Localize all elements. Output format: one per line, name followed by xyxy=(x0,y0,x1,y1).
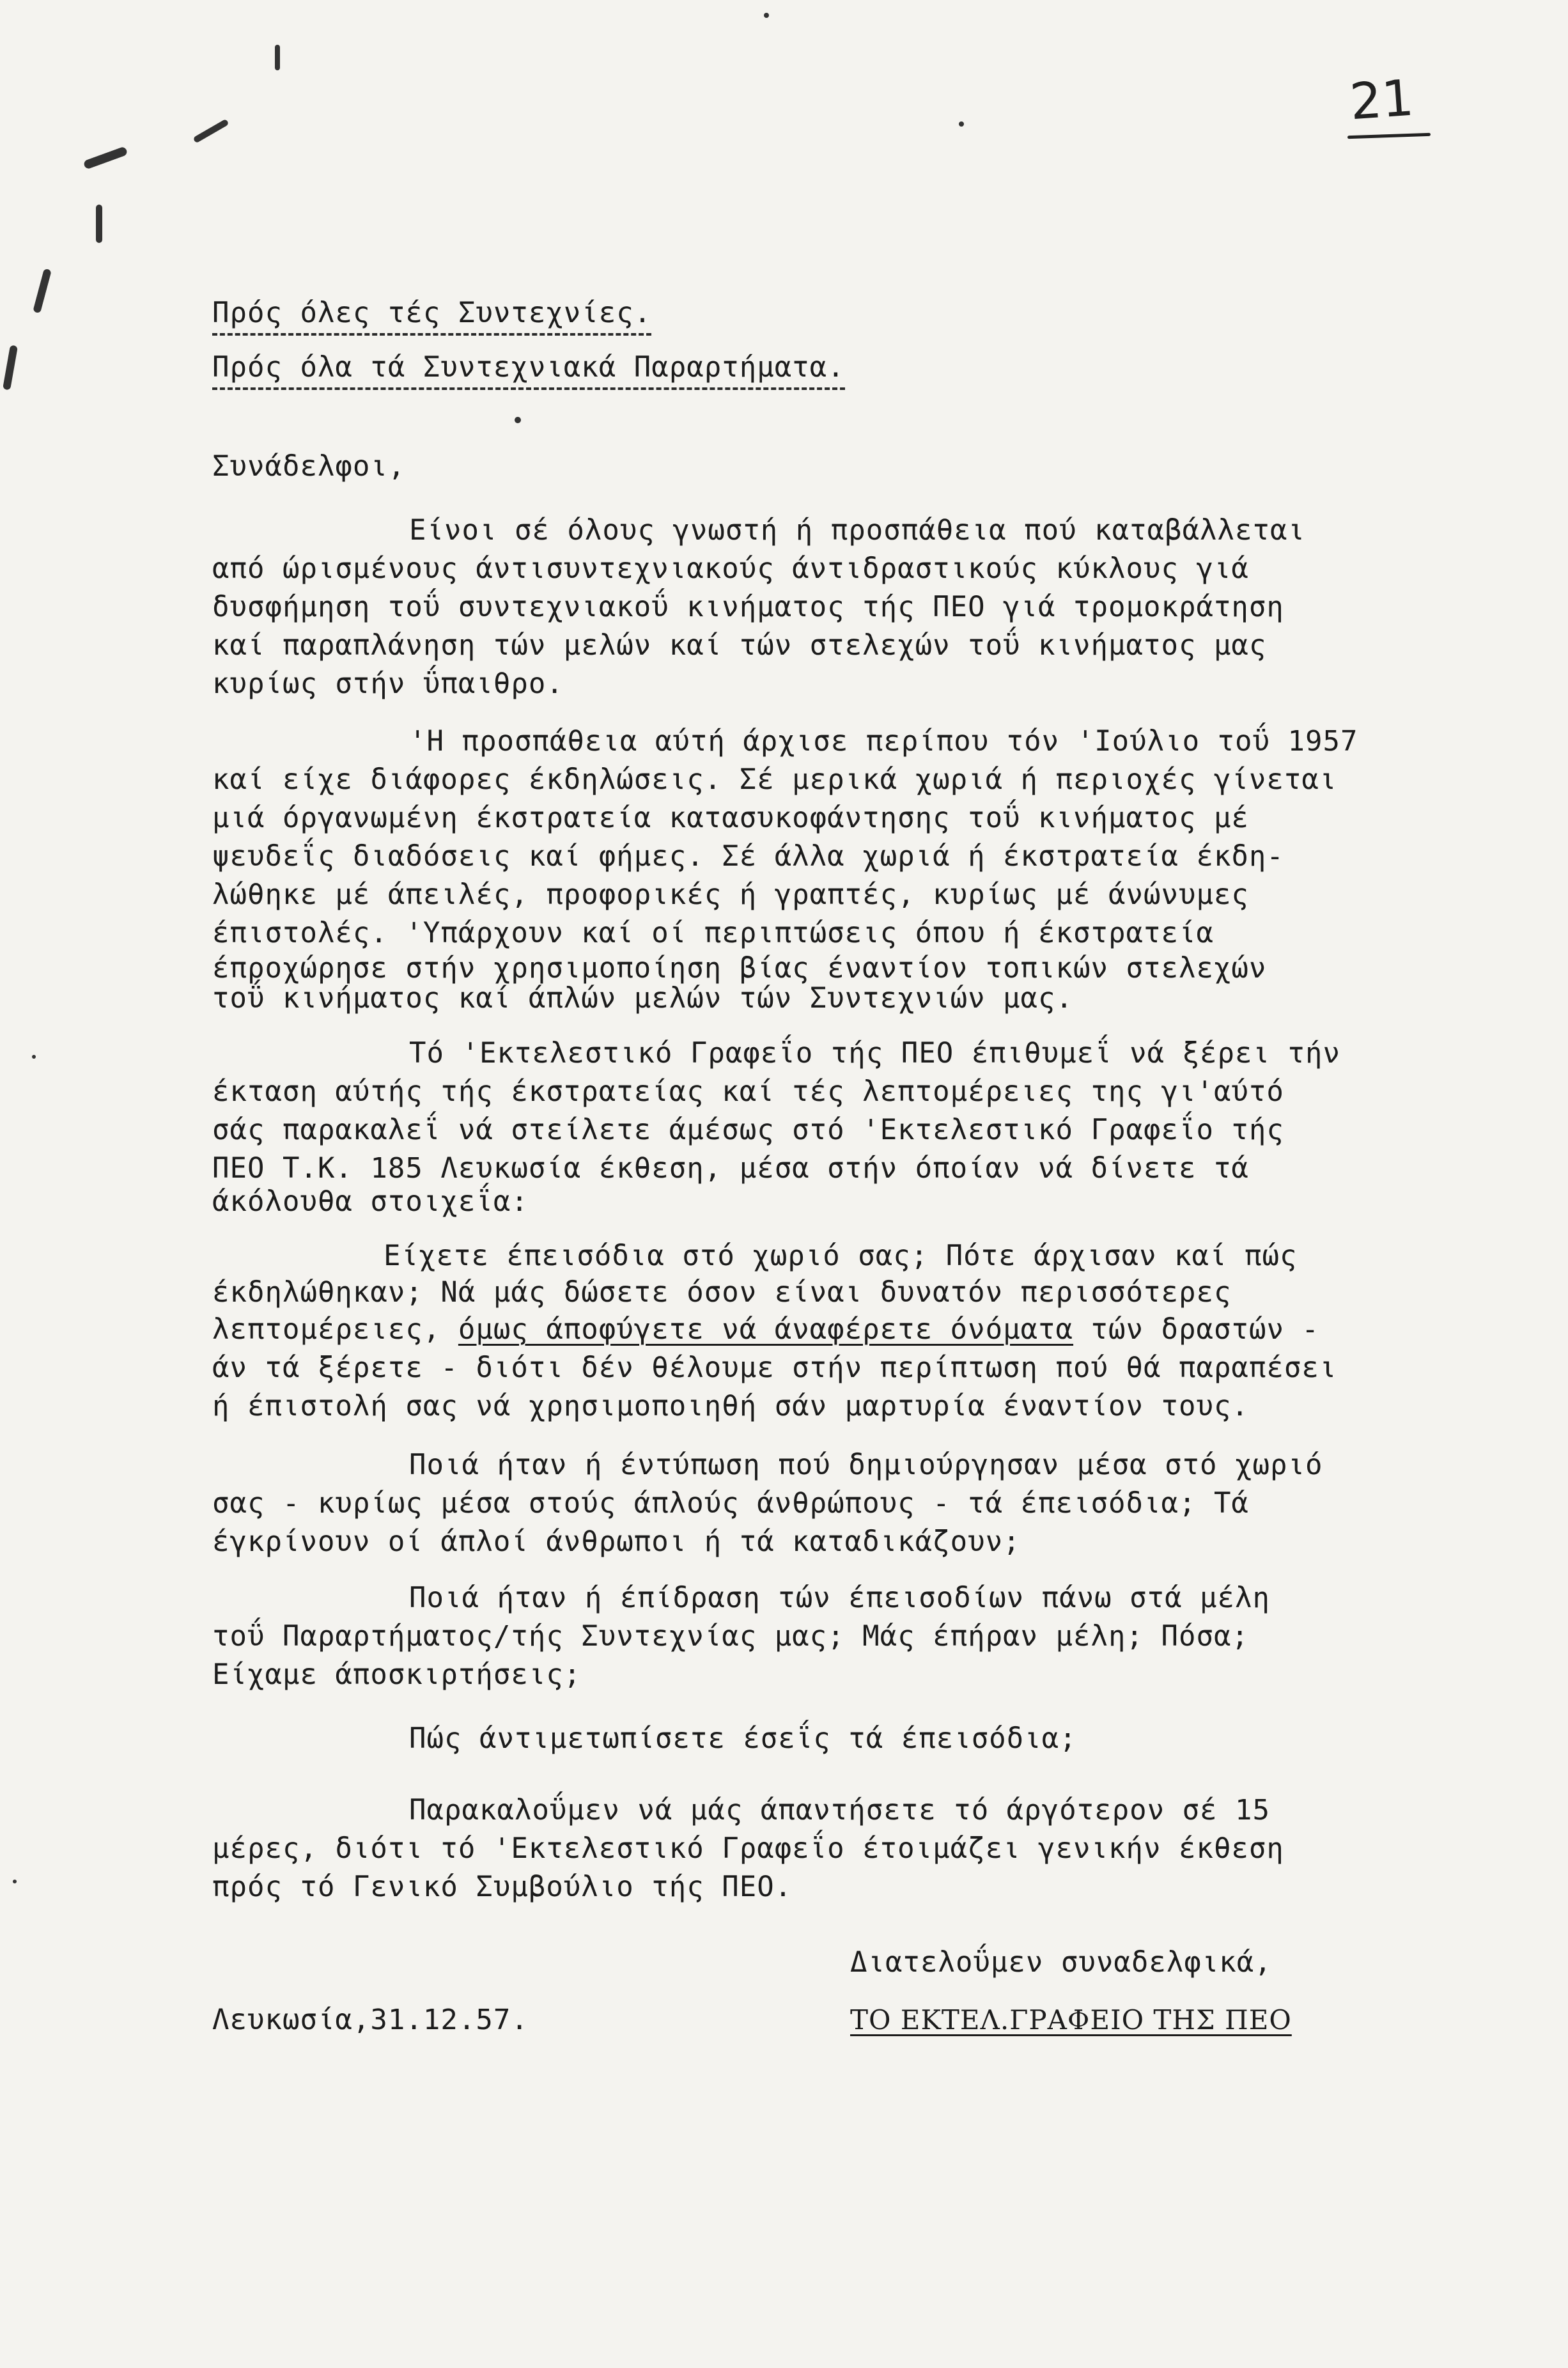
place-date: Λευκωσία,31.12.57. xyxy=(212,2004,529,2036)
scan-mark xyxy=(3,345,18,390)
heading-line-2-text: Πρός όλα τά Συντεχνιακά Παραρτήματα. xyxy=(212,351,845,390)
paragraph-3-line: Τό 'Εκτελεστικό Γραφεΐο τής ΠΕΟ έπιθυμεΐ νά ξέρει τήν xyxy=(409,1037,1340,1070)
paragraph-5-line: Ποιά ήταν ή έντύπωση πού δημιούργησαν μέσα στό χωριό xyxy=(409,1449,1323,1481)
scan-mark xyxy=(764,13,769,18)
paragraph-3-line: έκταση αύτής τής έκστρατείας καί τές λεπτομέρειες της γι'αύτό xyxy=(212,1075,1284,1108)
page-number-underline xyxy=(1347,133,1431,139)
paragraph-4-line-3-end: τών δραστών - xyxy=(1073,1313,1319,1346)
paragraph-1-line: Είνοι σέ όλους γνωστή ή προσπάθεια πού καταβάλλεται xyxy=(409,514,1306,547)
paragraph-4-line: έκδηλώθηκαν; Νά μάς δώσετε όσον είναι δυνατόν περισσότερες xyxy=(212,1276,1232,1309)
paragraph-3-line: άκόλουθα στοιχεΐα: xyxy=(212,1185,529,1218)
closing-phrase: Διατελοΰμεν συναδελφικά, xyxy=(850,1946,1272,1979)
paragraph-2-line: έπροχώρησε στήν χρησιμοποίηση βίας έναντίον τοπικών στελεχών xyxy=(212,952,1267,985)
paragraph-2-line: 'Η προσπάθεια αύτή άρχισε περίπου τόν 'Ιούλιο τοΰ 1957 xyxy=(409,725,1358,758)
paragraph-3-line: σάς παρακαλεΐ νά στείλετε άμέσως στό 'Εκτελεστικό Γραφεΐο τής xyxy=(212,1114,1284,1146)
heading-line-2 xyxy=(212,348,845,387)
paragraph-6-line: Ποιά ήταν ή έπίδραση τών έπεισοδίων πάνω στά μέλη xyxy=(409,1582,1271,1614)
paragraph-2-line: μιά όργανωμένη έκστρατεία κατασυκοφάντησης τοΰ κινήματος μέ xyxy=(212,802,1249,834)
paragraph-2-line: ψευδεΐς διαδόσεις καί φήμες. Σέ άλλα χωριά ή έκστρατεία έκδη- xyxy=(212,840,1284,873)
page-number: 21 xyxy=(1347,69,1416,132)
paragraph-8-line: Παρακαλοΰμεν νά μάς άπαντήσετε τό άργότερον σέ 15 xyxy=(409,1794,1271,1827)
paragraph-7: Πώς άντιμετωπίσετε έσεΐς τά έπεισόδια; xyxy=(409,1722,1077,1755)
paragraph-4-underlined-instruction: όμως άποφύγετε νά άναφέρετε όνόματα xyxy=(458,1313,1074,1346)
scan-mark xyxy=(33,269,52,314)
signature xyxy=(850,2001,1292,2039)
paragraph-2-line: έπιστολές. 'Υπάρχουν καί οί περιπτώσεις όπου ή έκστρατεία xyxy=(212,917,1214,949)
paragraph-1-line: κυρίως στήν ΰπαιθρο. xyxy=(212,667,564,700)
paragraph-1-line: από ώρισμένους άντισυντεχνιακούς άντιδραστικούς κύκλους γιά xyxy=(212,552,1249,585)
scan-mark xyxy=(193,119,229,144)
scan-mark xyxy=(13,1880,17,1883)
paragraph-4-line-3 xyxy=(212,1311,1319,1349)
signature-text: ΤΟ ΕΚΤΕΛ.ΓΡΑΦΕΙΟ ΤΗΣ ΠΕΟ xyxy=(850,2004,1292,2036)
paragraph-2-line: καί είχε διάφορες έκδηλώσεις. Σέ μερικά χωριά ή περιοχές γίνεται xyxy=(212,763,1337,796)
paragraph-6-line: τοΰ Παραρτήματος/τής Συντεχνίας μας; Μάς έπήραν μέλη; Πόσα; xyxy=(212,1620,1249,1653)
heading-line-1-text: Πρός όλες τές Συντεχνίες. xyxy=(212,297,651,336)
paragraph-1-line: καί παραπλάνηση τών μελών καί τών στελεχών τοΰ κινήματος μας xyxy=(212,629,1267,662)
paragraph-3-line: ΠΕΟ Τ.Κ. 185 Λευκωσία έκθεση, μέσα στήν όποίαν νά δίνετε τά xyxy=(212,1152,1249,1185)
scan-mark xyxy=(32,1055,36,1059)
scan-mark xyxy=(959,121,964,127)
salutation: Συνάδελφοι, xyxy=(212,450,406,483)
paragraph-8-line: πρός τό Γενικό Συμβούλιο τής ΠΕΟ. xyxy=(212,1871,793,1903)
scan-mark xyxy=(83,146,128,169)
paragraph-4-line-3-start: λεπτομέρειες, xyxy=(212,1313,458,1346)
paragraph-4-line: άν τά ξέρετε - διότι δέν θέλουμε στήν περίπτωση πού θά παραπέσει xyxy=(212,1351,1337,1384)
paragraph-5-line: σας - κυρίως μέσα στούς άπλούς άνθρώπους - τά έπεισόδια; Τά xyxy=(212,1487,1249,1520)
paragraph-1-line: δυσφήμηση τοΰ συντεχνιακοΰ κινήματος τής ΠΕΟ γιά τρομοκράτηση xyxy=(212,591,1284,623)
paragraph-2-line: λώθηκε μέ άπειλές, προφορικές ή γραπτές, κυρίως μέ άνώνυμες xyxy=(212,878,1249,911)
paragraph-6-line: Είχαμε άποσκιρτήσεις; xyxy=(212,1658,582,1691)
paragraph-4-line: Είχετε έπεισόδια στό χωριό σας; Πότε άρχισαν καί πώς xyxy=(384,1240,1298,1272)
paragraph-8-line: μέρες, διότι τό 'Εκτελεστικό Γραφεΐο έτοιμάζει γενικήν έκθεση xyxy=(212,1832,1284,1865)
paragraph-4-line: ή έπιστολή σας νά χρησιμοποιηθή σάν μαρτυρία έναντίον τους. xyxy=(212,1390,1249,1422)
paragraph-5-line: έγκρίνουν οί άπλοί άνθρωποι ή τά καταδικάζουν; xyxy=(212,1525,1021,1558)
heading-line-1 xyxy=(212,294,651,332)
scan-mark xyxy=(275,45,280,70)
scan-mark xyxy=(96,205,102,243)
scan-mark xyxy=(515,417,521,423)
paragraph-2-line: τοΰ κινήματος καί άπλών μελών τών Συντεχνιών μας. xyxy=(212,982,1074,1015)
